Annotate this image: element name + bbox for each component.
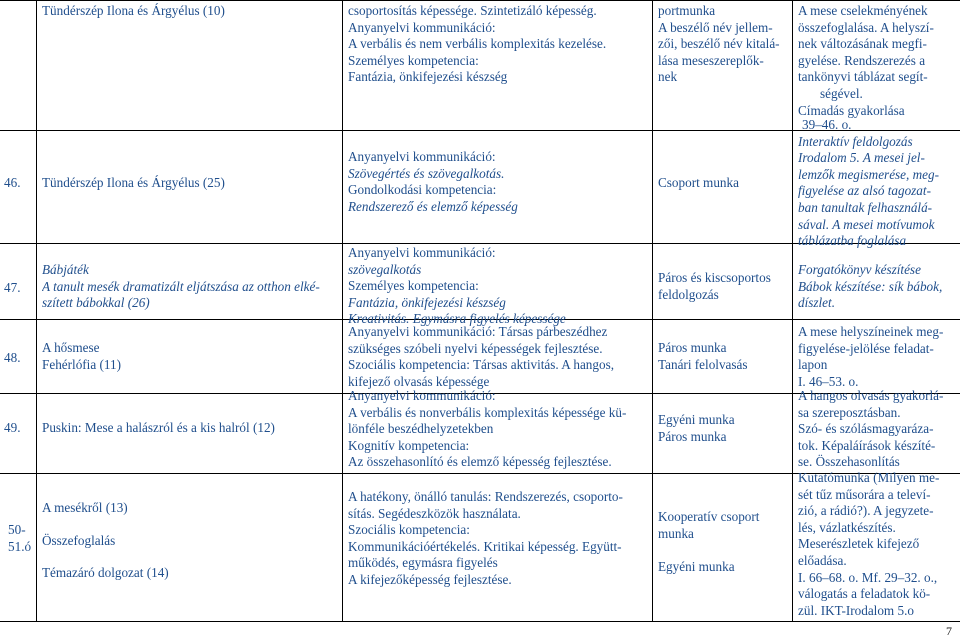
competency-line: Kreativitás. Egymásra figyelés képessége [348,311,566,327]
competency-line: Gondolkodási kompetencia: [348,182,497,198]
cell-line: lása meseszereplők- [658,52,764,68]
cell-line: I. 66–68. o. Mf. 29–32. o., [798,569,938,585]
row-topic [42,3,338,20]
row-topic [42,420,338,437]
lesson-number: 47. [4,280,21,295]
topic-title: Puskin: Mese a halászról és a kis halról (12) [42,420,275,435]
cell-line: Bábok készítése: sík bábok, [798,278,943,294]
cell-line: A hangos olvasás gyakorlá- [798,388,944,403]
topic-title: A hősmese [42,340,100,355]
task-line: Interaktív feldolgozás [798,133,913,149]
competency-line: lönféle beszédhelyzetekben [348,421,494,437]
cell-line: figyelése-jelölése feladat- [798,340,934,356]
topic-line: Fehérlófia (11) [42,356,121,372]
competency-line: Személyes kompetencia: [348,278,479,294]
task-line: Címadás gyakorlása [798,102,905,118]
method-cell [658,340,790,373]
cell-line: feldolgozás [658,286,719,302]
cell-line: portmunka [658,3,716,18]
competency-line: Szociális kompetencia: Társas aktivitás. A hangos, [348,357,615,373]
cell-line: munka [658,525,694,541]
table-bottom-border [0,621,960,622]
topic-title: Bábjáték [42,262,89,277]
row-number [4,175,36,192]
row-number [4,280,36,297]
task-line: összefoglalása. A helyszí- [798,19,934,35]
lesson-number: 50- 51.ó [8,522,32,554]
col-divider [36,0,37,622]
method-cell [658,509,790,575]
cell-line: Kooperatív csoport [658,509,760,524]
topic-title: A mesékről (13) [42,500,128,515]
task-line: Irodalom 5. A mesei jel- [798,150,925,166]
competency-line: A kifejezőképesség fejlesztése. [348,571,512,587]
cell-line: A mese helyszíneinek meg- [798,324,944,339]
topic-title: Tündérszép Ilona és Árgyélus (25) [42,175,225,190]
cell-line: sét tűz műsorára a televí- [798,486,931,502]
competency-line: Anyanyelvi kommunikáció: [348,388,496,403]
method-cell [658,3,790,86]
lesson-number: 46. [4,175,21,190]
competency-cell [348,149,648,215]
competency-line: Az összehasonlító és elemző képesség fejlesztése. [348,454,612,470]
competency-line: Anyanyelvi kommunikáció: [348,149,496,164]
task-line: figyelése az alsó tagozat- [798,183,931,199]
cell-line: Szó- és szólásmagyaráza- [798,421,934,437]
cell-line: Tanári felolvasás [658,356,748,372]
competency-line: Kommunikációértékelés. Kritikai képesség. Együtt- [348,538,622,554]
method-cell [658,175,790,192]
row-topic [42,175,338,192]
cell-line: nek [658,69,678,85]
cell-line: előadása. [798,552,847,568]
competency-line: csoportosítás képessége. Szintetizáló képesség. [348,3,597,18]
cell-line: Forgatókönyv készítése [798,262,921,277]
topic-line: Összefoglalás [42,532,116,548]
cell-line: Páros munka [658,340,727,355]
competency-line: szükséges szóbeli nyelvi képességek fejlesztése. [348,340,603,356]
competency-line: Anyanyelvi kommunikáció: Társas párbeszédhez [348,324,608,339]
competency-cell [348,324,648,390]
task-line: ban tanultak felhasználá- [798,199,933,215]
cell-line: Páros és kiscsoportos [658,270,771,285]
competency-line: Anyanyelvi kommunikáció: [348,19,496,35]
topic-line: Témazáró dolgozat (14) [42,565,169,581]
task-line: 39–46. o. [802,117,852,132]
topic-title: Tündérszép Ilona és Árgyélus (10) [42,3,225,18]
competency-cell [348,388,648,471]
competency-line: Fantázia, önkifejezési készség [348,294,506,310]
method-cell [658,412,790,445]
col-divider [342,0,343,622]
row-number [4,420,36,437]
task-line: A mese cselekményének [798,3,928,18]
task-line: nek változásának megfi- [798,36,927,52]
row-number [4,350,36,367]
col-divider [792,0,793,622]
cell-line: se. Összehasonlítás [798,454,900,470]
cell-line: zői, beszélő név kitalá- [658,36,780,52]
cell-line: I. 46–53. o. [798,373,859,389]
task-cell [798,388,958,471]
table-top-border [0,0,960,1]
row-topic [42,340,338,373]
competency-line: A hatékony, önálló tanulás: Rendszerezés, csoporto- [348,489,623,504]
row-topic [42,262,338,312]
competency-line: Szövegértés és szövegalkotás. [348,165,505,181]
task-line: gyelése. Rendszerezés a [798,52,926,68]
cell-line: zül. IKT-Irodalom 5.o [798,602,914,618]
competency-line: kifejező olvasás képessége [348,373,490,389]
task-cell [798,262,958,312]
cell-line [658,542,790,559]
competency-line: A verbális és nonverbális komplexitás képessége kü- [348,404,627,420]
cell-line: tok. Képaláírások készíté- [798,437,936,453]
task-line: sával. A mesei motívumok [798,216,935,232]
competency-line: működés, egymásra figyelés [348,555,498,571]
competency-cell [348,245,648,328]
row-topic [42,500,338,582]
task-cell [798,117,958,250]
cell-line: Meserészletek kifejező [798,536,920,552]
cell-line: válogatás a feladatok kö- [798,586,931,602]
competency-line: Szociális kompetencia: [348,522,470,538]
competency-cell [348,3,648,86]
competency-line: szövegalkotás [348,261,422,277]
competency-cell [348,489,648,589]
cell-line: Páros munka [658,428,727,444]
competency-line: sítás. Segédeszközök használata. [348,505,521,521]
lesson-number: 49. [4,420,21,435]
task-cell [798,3,958,119]
cell-line: lapon [798,357,828,373]
page-number: 7 [946,624,952,639]
row-number [8,522,36,555]
method-cell [658,270,790,303]
task-line: ségével. [820,85,863,101]
cell-line: díszlet. [798,295,835,311]
cell-line: Csoport munka [658,175,739,190]
competency-line: A verbális és nem verbális komplexitás kezelése. [348,36,607,52]
competency-line: Anyanyelvi kommunikáció: [348,245,496,260]
competency-line: Kognitív kompetencia: [348,437,470,453]
cell-line: Kutatómunka (Milyen me- [798,470,940,485]
task-cell [798,470,958,619]
competency-line: Rendszerező és elemző képesség [348,198,518,214]
cell-line: Egyéni munka [658,558,735,574]
topic-line: szített bábokkal (26) [42,295,150,311]
cell-line: A beszélő név jellem- [658,19,773,35]
topic-line: A tanult mesék dramatizált eljátszása az otthon elké- [42,278,320,294]
task-line: lemzők megismerése, meg- [798,166,939,182]
task-line: táblázatba foglalása [798,233,907,249]
cell-line: zió, a rádió?). A jegyzete- [798,503,934,519]
cell-line: Egyéni munka [658,412,735,427]
competency-line: Fantázia, önkifejezési készség [348,69,508,85]
task-line: tankönyvi táblázat segít- [798,69,928,85]
task-cell [798,324,958,390]
competency-line: Személyes kompetencia: [348,52,479,68]
cell-line: sa szereposztásban. [798,404,901,420]
col-divider [652,0,653,622]
lesson-number: 48. [4,350,21,365]
cell-line: lés, vázlatkészítés. [798,519,896,535]
